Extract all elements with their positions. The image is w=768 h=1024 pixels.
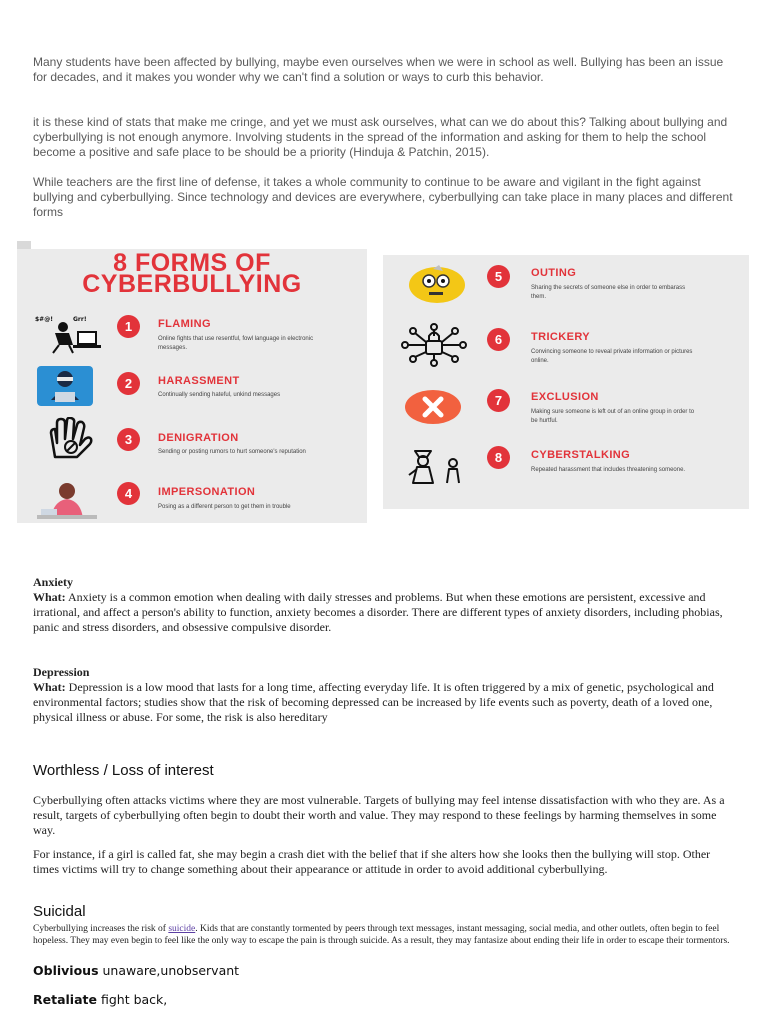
anxiety-heading: Anxiety (33, 575, 73, 589)
depression-paragraph (33, 680, 738, 725)
hacker-icon (37, 366, 93, 411)
form-desc-flaming: Online fights that use resentful, fowl language in electronic messages. (158, 336, 314, 351)
form-number-8: 8 (487, 446, 510, 469)
form-number-2: 2 (117, 372, 140, 395)
form-name-exclusion: EXCLUSION (531, 391, 599, 403)
form-name-harassment: HARASSMENT (158, 375, 240, 387)
svg-text:$#@!: $#@! (35, 316, 53, 323)
form-desc-trickery: Convincing someone to reveal private information or pictures online. (531, 349, 693, 364)
infographic-title-line2: CYBERBULLYING (82, 270, 302, 298)
angry-person-at-computer-icon (33, 313, 105, 360)
term-oblivious (33, 963, 239, 978)
form-desc-outing: Sharing the secrets of someone else in order to embarass them. (531, 285, 686, 300)
form-number-6: 6 (487, 328, 510, 351)
suicidal-paragraph (33, 923, 738, 947)
intro-paragraph-3: While teachers are the first line of defense, it takes a whole community to continue to be aware and vigilant in the fight against bullying and cyberbullying. Since technology and devices are everywhere, cyberbullying can take place in many places and different forms (33, 175, 733, 219)
anxiety-text: Anxiety is a common emotion when dealing with daily stresses and problems. But when these emotions are persistent, excessive and irrational, and affect a person's ability to function, anxiety becomes a disorder. There are different types of anxiety disorders, including phobias, panic and stress disorders, and obsessive compulsive disorder. (33, 590, 723, 634)
term-word: Oblivious (33, 963, 99, 978)
form-name-flaming: FLAMING (158, 318, 211, 330)
worthless-paragraph-2: For instance, if a girl is called fat, she may begin a crash diet with the belief that if she alters how she looks then the bullying will stop. Other times victims will try to change something about their appearance or attitude in order to avoid additional cyberbullying. (33, 847, 711, 876)
depression-heading: Depression (33, 665, 90, 679)
form-desc-denigration: Sending or posting rumors to hurt someone's reputation (158, 449, 306, 455)
form-desc-impersonation: Posing as a different person to get them in trouble (158, 504, 291, 510)
form-desc-cyberstalking: Repeated harassment that includes threatening someone. (531, 467, 686, 473)
worthless-heading: Worthless / Loss of interest (33, 762, 214, 779)
form-name-trickery: TRICKERY (531, 331, 591, 343)
intro-paragraph-2: it is these kind of stats that make me cringe, and yet we must ask ourselves, what can we do about this? Talking about bullying and cyberbullying is not enough anymore. Involving students in the spread of the information and asking for them to help the school become a positive and safe place to be should be a priority (Hinduja & Patchin, 2015). (33, 115, 728, 159)
form-number-7: 7 (487, 389, 510, 412)
stalker-icon (405, 445, 467, 490)
form-number-4: 4 (117, 482, 140, 505)
form-desc-exclusion: Making sure someone is left out of an online group in order to be hurtful. (531, 409, 695, 424)
suicidal-heading: Suicidal (33, 903, 86, 920)
form-desc-harassment: Continually sending hateful, unkind messages (158, 392, 281, 398)
svg-text:Grr!: Grr! (73, 316, 87, 323)
suicide-link[interactable]: suicide (168, 924, 196, 934)
infographic-right-panel (383, 255, 749, 509)
infographic-title-line1: 8 FORMS OF (113, 249, 271, 277)
sad-person-icon (33, 479, 101, 524)
depression-what-label: What: (33, 680, 66, 694)
form-name-impersonation: IMPERSONATION (158, 486, 256, 498)
x-circle-icon (403, 389, 463, 430)
term-retaliate (33, 992, 167, 1007)
term-meaning: unaware,unobservant (98, 963, 240, 978)
form-name-denigration: DENIGRATION (158, 432, 239, 444)
form-number-1: 1 (117, 315, 140, 338)
lock-network-icon (399, 323, 469, 372)
stop-hand-icon (41, 417, 97, 466)
anxiety-what-label: What: (33, 590, 66, 604)
form-number-3: 3 (117, 428, 140, 451)
anxiety-paragraph (33, 590, 738, 635)
form-number-5: 5 (487, 265, 510, 288)
worthless-paragraph-1: Cyberbullying often attacks victims where they are most vulnerable. Targets of bullying may feel intense dissatisfaction with who they are. As a result, targets of cyberbullying often begin to doubt their worth and value. They may respond to these feelings by harming themselves in some way. (33, 793, 725, 837)
suicidal-text-before: Cyberbullying increases the risk of (33, 924, 169, 934)
image-edge-marker (17, 241, 31, 249)
suicidal-text-after: . Kids that are constantly tormented by peers through text messages, instant messaging, social media, and other outlets, often begin to feel hopeless. They may even begin to feel like the only way to escape the pain is through suicide. As a result, they may fantasize about ending their life in order to escape their tormentors. (33, 924, 730, 946)
form-name-outing: OUTING (531, 267, 577, 279)
form-name-cyberstalking: CYBERSTALKING (531, 449, 631, 461)
depression-text: Depression is a low mood that lasts for a long time, affecting everyday life. It is often triggered by a mix of genetic, psychological and environmental factors; studies show that the risk of becoming depressed can be increased by life events such as poverty, death of a loved one, physical illness or abuse. For some, the risk is also hereditary (33, 680, 714, 724)
intro-paragraph-1: Many students have been affected by bullying, maybe even ourselves when we were in school as well. Bullying has been an issue for decades, and it makes you wonder why we can't find a solution or ways to curb this behavior. (33, 55, 724, 84)
term-word: Retaliate (33, 992, 97, 1007)
surprised-face-icon (407, 263, 467, 308)
infographic-left-panel (17, 249, 367, 523)
term-meaning: fight back, (96, 992, 168, 1007)
